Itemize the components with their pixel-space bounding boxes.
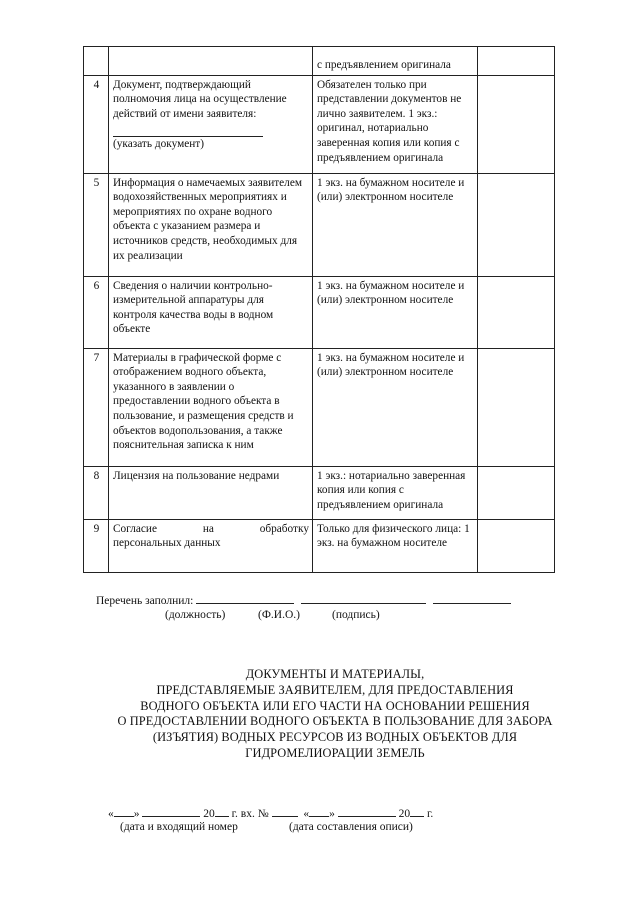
requirement-cell: Обязателен только при представлении документов не лично заявителем. 1 экз.: оригинал, нотариально заверенная копия или копия с предъявлением оригинала (313, 75, 478, 173)
requirement-cell: 1 экз. на бумажном носителе и (или) электронном носителе (313, 173, 478, 276)
requirement-cell: 1 экз. на бумажном носителе и (или) электронном носителе (313, 276, 478, 348)
table-row (84, 276, 555, 348)
note-cell (478, 173, 555, 276)
note-cell (478, 348, 555, 466)
filled-by-label: Перечень заполнил: (96, 595, 194, 607)
table-row (84, 466, 555, 519)
blank-line (113, 122, 263, 137)
compiled-month-blank[interactable] (338, 805, 396, 817)
document-name-cell: Информация о намечаемых заявителем водохозяйственных мероприятиях и мероприятиях по охране водного объекта с указанием размера и источников средств, необходимых для их реализации (109, 173, 313, 276)
incoming-year-blank[interactable] (215, 805, 229, 817)
compiled-year-blank[interactable] (410, 805, 424, 817)
incoming-number-blank[interactable] (272, 805, 298, 817)
position-caption: (должность) (165, 609, 226, 621)
row-number-cell: 8 (84, 466, 109, 519)
row-number-cell: 7 (84, 348, 109, 466)
table-row (84, 75, 555, 173)
document-name-cell: Сведения о наличии контрольно-измерительной аппаратуры для контроля качества воды в водном объекте (109, 276, 313, 348)
compiled-day-blank[interactable] (309, 805, 329, 817)
name-caption: (Ф.И.О.) (258, 609, 300, 621)
signature-blank[interactable] (433, 592, 511, 604)
row-number-cell: 4 (84, 75, 109, 173)
row-number-cell (84, 47, 109, 76)
compiled-caption: (дата составления описи) (289, 821, 413, 833)
incoming-day-blank[interactable] (114, 805, 134, 817)
section-title: ДОКУМЕНТЫ И МАТЕРИАЛЫ, ПРЕДСТАВЛЯЕМЫЕ ЗАЯВИТЕЛЕМ, ДЛЯ ПРЕДОСТАВЛЕНИЯ ВОДНОГО ОБЪЕКТА ИЛИ ЕГО ЧАСТИ НА ОСНОВАНИИ РЕШЕНИЯ О ПРЕДОСТАВЛЕНИИ ВОДНОГО ОБЪЕКТА В ПОЛЬЗОВАНИЕ ДЛЯ ЗАБОРА (ИЗЪЯТИЯ) ВОДНЫХ РЕСУРСОВ ИЗ ВОДНЫХ ОБЪЕКТОВ ДЛЯ ГИДРОМЕЛИОРАЦИИ ЗЕМЕЛЬ (117, 667, 553, 760)
note-cell (478, 75, 555, 173)
note-cell (478, 519, 555, 572)
document-name-cell (109, 47, 313, 76)
document-name-cell: Лицензия на пользование недрами (109, 466, 313, 519)
signature-caption: (подпись) (332, 609, 380, 621)
row-number-cell: 9 (84, 519, 109, 572)
document-name-cell: Согласие на обработку персональных данных (109, 519, 313, 572)
position-blank[interactable] (196, 592, 294, 604)
document-name-cell: Документ, подтверждающий полномочия лица на осуществление действий от имени заявителя: (указать документ) (109, 75, 313, 173)
table-row (84, 47, 555, 76)
filled-by-line (96, 592, 511, 607)
row-number-cell: 5 (84, 173, 109, 276)
row-number-cell: 6 (84, 276, 109, 348)
document-name-cell: Материалы в графической форме с отображением водного объекта, указанного в заявлении о предоставлении водного объекта в пользование, и размещения средств и объектов водопользования, а также пояснительная записка к ним (109, 348, 313, 466)
incoming-month-blank[interactable] (142, 805, 200, 817)
incoming-caption: (дата и входящий номер (120, 821, 238, 833)
table-row (84, 519, 555, 572)
table-row (84, 348, 555, 466)
requirement-cell: Только для физического лица: 1 экз. на бумажном носителе (313, 519, 478, 572)
requirement-cell: 1 экз.: нотариально заверенная копия или копия с предъявлением оригинала (313, 466, 478, 519)
table-row (84, 173, 555, 276)
documents-table (83, 46, 555, 573)
date-line: « » 20 г. вх. № « » 20 г. (108, 805, 433, 820)
justified-line: Согласие на обработку (113, 522, 309, 535)
note-cell (478, 466, 555, 519)
requirement-cell: с предъявлением оригинала (313, 47, 478, 76)
note-cell (478, 276, 555, 348)
requirement-cell: 1 экз. на бумажном носителе и (или) электронном носителе (313, 348, 478, 466)
full-name-blank[interactable] (301, 592, 426, 604)
note-cell (478, 47, 555, 76)
